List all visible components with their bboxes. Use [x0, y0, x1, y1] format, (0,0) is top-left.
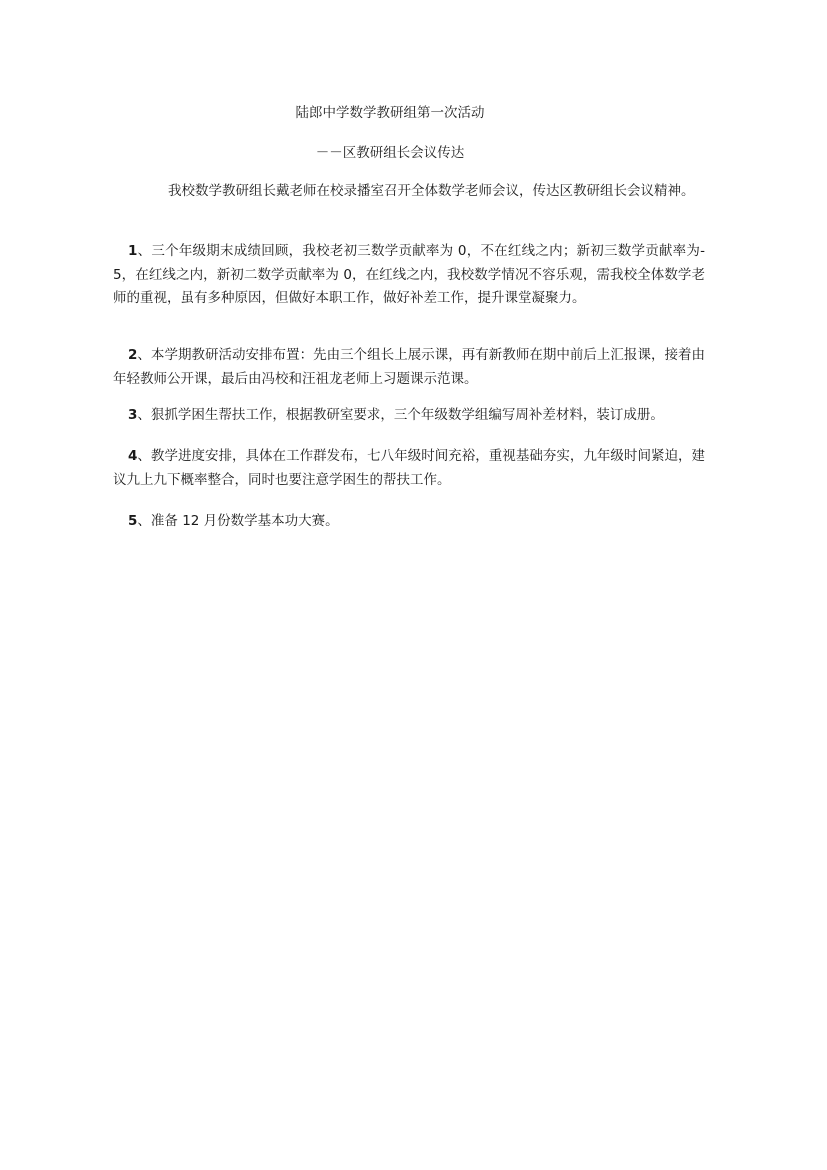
- list-item-2: [113, 344, 705, 391]
- list-item-number: 5: [128, 513, 138, 529]
- document-title: 陆郎中学数学教研组第一次活动: [295, 105, 485, 121]
- intro-paragraph: 我校数学教研组长戴老师在校录播室召开全体数学老师会议，传达区教研组长会议精神。: [168, 183, 695, 199]
- list-item-5: [113, 510, 705, 534]
- list-item-3: [113, 404, 705, 428]
- list-item-text: 、狠抓学困生帮扶工作，根据教研室要求，三个年级数学组编写周补差材料，装订成册。: [137, 407, 664, 423]
- list-item-number: 1: [128, 243, 138, 259]
- list-item-text: 、准备 12 月份数学基本功大赛。: [137, 513, 339, 529]
- list-item-text: 、教学进度安排，具体在工作群发布，七八年级时间充裕，重视基础夯实，九年级时间紧迫，建议九上九下概率整合，同时也要注意学困生的帮扶工作。: [113, 448, 705, 488]
- document-subtitle: －－区教研组长会议传达: [315, 145, 465, 161]
- list-item-number: 3: [128, 407, 138, 423]
- list-item-text: 、三个年级期末成绩回顾，我校老初三数学贡献率为 0，不在红线之内；新初三数学贡献率为-5，在红线之内，新初二数学贡献率为 0，在红线之内，我校数学情况不容乐观，需我校全体数学老师的重视，虽有多种原因，但做好本职工作，做好补差工作，提升课堂凝聚力。: [113, 243, 705, 306]
- list-item-number: 2: [128, 347, 138, 363]
- list-item-text: 、本学期教研活动安排布置：先由三个组长上展示课，再有新教师在期中前后上汇报课，接着由年轻教师公开课，最后由冯校和汪祖龙老师上习题课示范课。: [113, 347, 705, 387]
- list-item-number: 4: [128, 448, 138, 464]
- list-item-4: [113, 445, 705, 492]
- list-item-1: [113, 240, 705, 311]
